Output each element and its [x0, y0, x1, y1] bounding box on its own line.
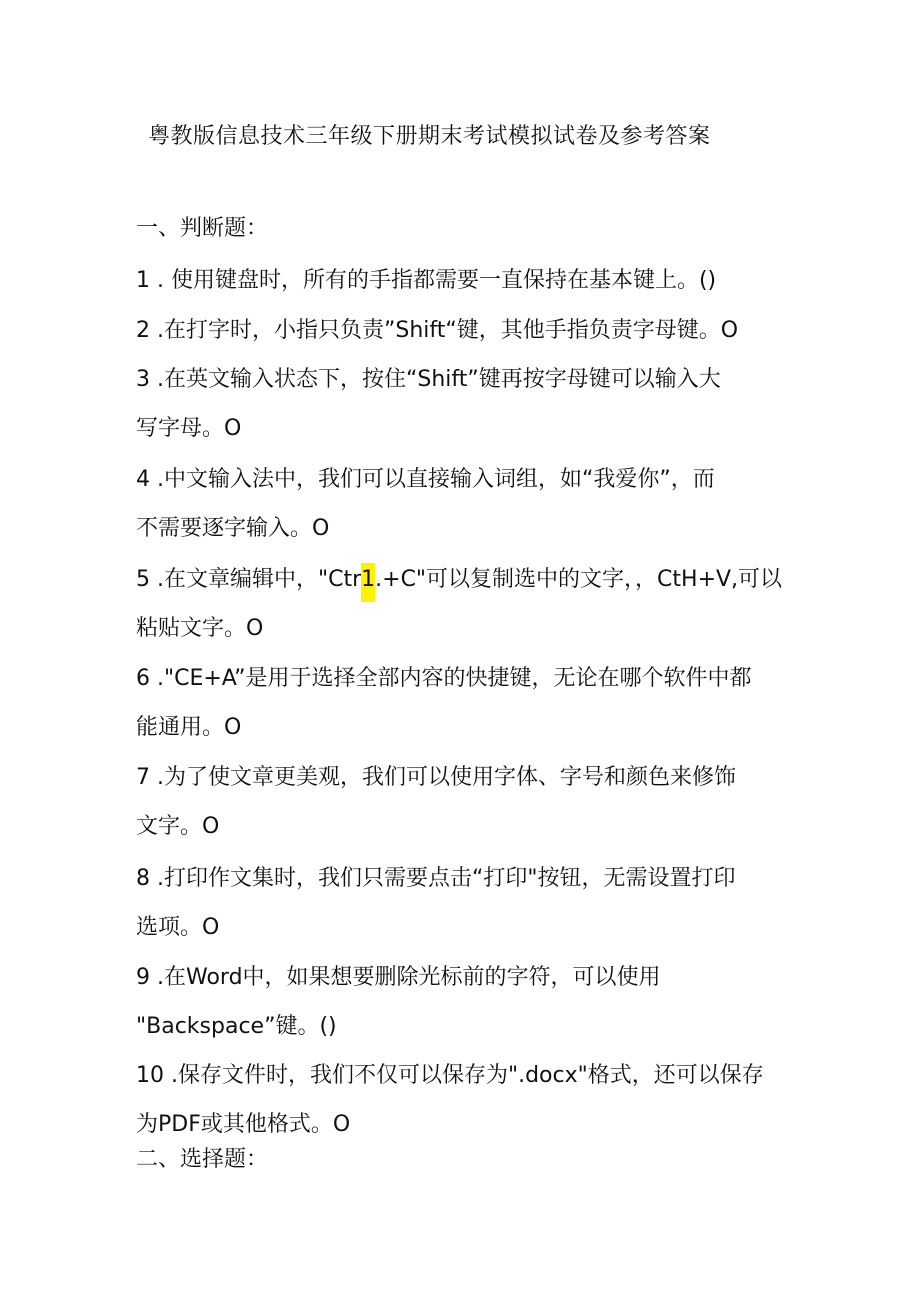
question-text: 7 .为了使文章更美观，我们可以使用字体、字号和颜色来修饰 — [136, 765, 736, 790]
question-text-continued: 不需要逐字输入。O — [136, 516, 330, 541]
question-item — [136, 363, 796, 446]
question-text-continued: 能通用。O — [136, 715, 242, 740]
question-text: 10 .保存文件时，我们不仅可以保存为".docx"格式，还可以保存 — [136, 1063, 764, 1088]
question-text-segment: 5 .在文章编辑中，"Ctr — [136, 567, 362, 592]
question-text-continued: 粘贴文字。O — [136, 616, 264, 641]
question-item — [136, 662, 796, 745]
question-text-continued: 选项。O — [136, 915, 220, 940]
question-text-continued: 写字母。O — [136, 416, 242, 441]
question-item — [136, 961, 796, 1044]
question-item — [136, 463, 796, 546]
question-text: 9 .在Word中，如果想要删除光标前的字符，可以使用 — [136, 965, 661, 990]
question-text: 6 ."CE+A”是用于选择全部内容的快捷键，无论在哪个软件中都 — [136, 666, 752, 691]
question-text: 2 .在打字时，小指只负责”Shift“键，其他手指负责字母键。O — [136, 318, 739, 343]
question-item — [136, 862, 796, 945]
question-item — [136, 314, 796, 348]
question-item — [136, 1059, 796, 1142]
question-text: 8 .打印作文集时，我们只需要点击“打印"按钮，无需设置打印 — [136, 866, 736, 891]
question-item — [136, 761, 796, 844]
section-heading-judgment: 一、判断题： — [136, 216, 269, 241]
highlighted-text: 1 — [361, 563, 375, 602]
question-text-continued: "Backspace”键。() — [136, 1014, 337, 1039]
question-text: 3 .在英文输入状态下，按住“Shift”键再按字母键可以输入大 — [136, 367, 721, 392]
question-text — [136, 563, 796, 597]
document-title: 粤教版信息技术三年级下册期末考试模拟试卷及参考答案 — [148, 124, 711, 149]
question-item — [136, 563, 796, 646]
section-heading-choice: 二、选择题： — [136, 1147, 269, 1172]
question-text-continued: 文字。O — [136, 814, 220, 839]
question-text: 4 .中文输入法中，我们可以直接输入词组，如“我爱你”，而 — [136, 467, 715, 492]
question-text-continued: 为PDF或其他格式。O — [136, 1112, 351, 1137]
question-text: 1 . 使用键盘时，所有的手指都需要一直保持在基本键上。() — [136, 268, 717, 293]
question-text-segment: .+C"可以复制选中的文字，，CtH+V,可以 — [375, 567, 783, 592]
question-item — [136, 264, 796, 298]
